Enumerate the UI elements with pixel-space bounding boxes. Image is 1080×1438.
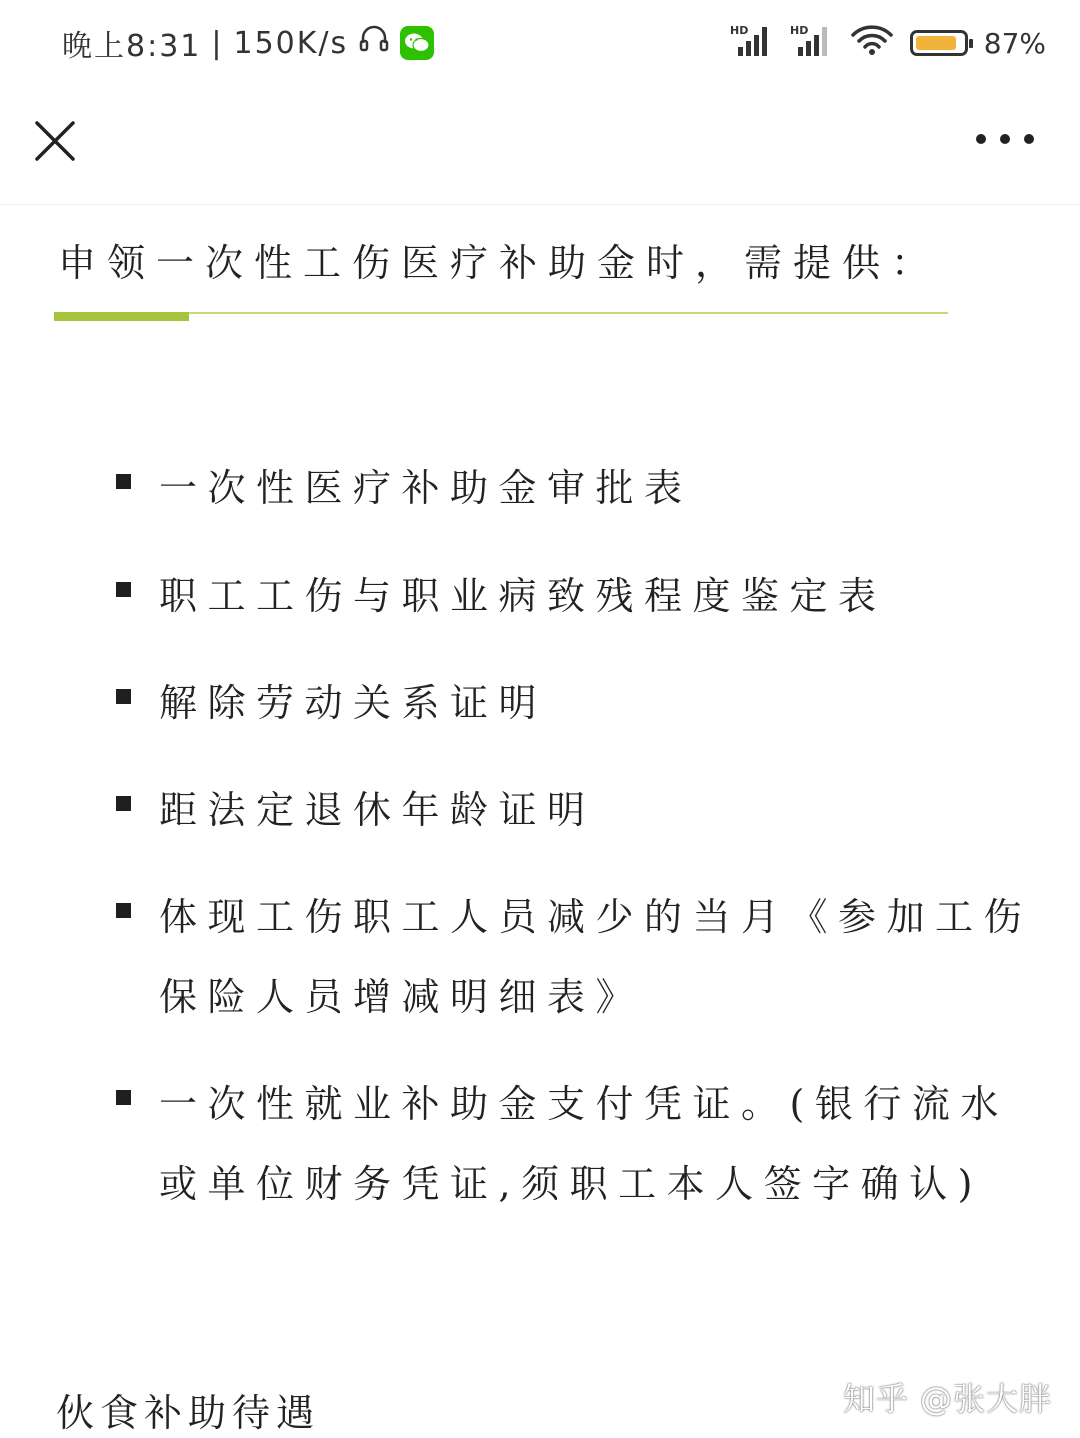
wechat-icon bbox=[400, 26, 434, 60]
battery-icon bbox=[910, 30, 968, 56]
status-bar bbox=[0, 0, 1080, 84]
watermark: 知乎 @张大胖 bbox=[842, 1380, 1052, 1418]
list-item-text: 解除劳动关系证明 bbox=[159, 681, 548, 725]
heading-divider-accent bbox=[54, 312, 189, 321]
list-item bbox=[116, 663, 1046, 743]
bullet-icon bbox=[116, 796, 131, 811]
more-icon-dot bbox=[1000, 134, 1010, 144]
status-left bbox=[62, 22, 434, 64]
top-nav bbox=[0, 84, 1080, 205]
bullet-icon bbox=[116, 582, 131, 597]
bullet-icon bbox=[116, 1090, 131, 1105]
list-item-text: 职工工伤与职业病致残程度鉴定表 bbox=[159, 574, 887, 618]
list-item bbox=[116, 556, 1046, 636]
close-button[interactable] bbox=[30, 116, 80, 166]
list-item bbox=[116, 770, 1046, 850]
list-item-text: 一次性就业补助金支付凭证。(银行流水或单位财务凭证,须职工本人签字确认) bbox=[159, 1082, 1009, 1206]
more-button[interactable] bbox=[976, 122, 1034, 156]
status-separator: | bbox=[211, 25, 224, 61]
battery-fill bbox=[916, 36, 956, 50]
bullet-icon bbox=[116, 903, 131, 918]
list-item-text: 一次性医疗补助金审批表 bbox=[159, 466, 693, 510]
section-title: 伙食补助待遇 bbox=[56, 1391, 321, 1435]
list-item bbox=[116, 877, 1046, 1037]
signal-icon-1 bbox=[730, 23, 774, 64]
svg-text:HD: HD bbox=[789, 23, 809, 37]
list-item-text: 距法定退休年龄证明 bbox=[159, 788, 596, 832]
more-icon-dot bbox=[976, 134, 986, 144]
wifi-icon bbox=[850, 23, 894, 64]
network-speed: 150K/s bbox=[233, 25, 349, 61]
status-time: 晚上8:31 bbox=[62, 29, 202, 64]
svg-text:HD: HD bbox=[729, 23, 749, 37]
bullet-icon bbox=[116, 474, 131, 489]
article-heading: 申领一次性工伤医疗补助金时，需提供： bbox=[58, 241, 941, 285]
more-icon-dot bbox=[1024, 134, 1034, 144]
list-item bbox=[116, 448, 1046, 528]
list-item bbox=[116, 1064, 1046, 1224]
list-item-text: 体现工伤职工人员减少的当月《参加工伤保险人员增减明细表》 bbox=[159, 895, 1033, 1019]
headset-icon bbox=[358, 23, 390, 63]
signal-icon-2 bbox=[790, 23, 834, 64]
close-icon bbox=[30, 116, 80, 166]
status-right bbox=[730, 22, 1046, 64]
bullet-icon bbox=[116, 689, 131, 704]
battery-percent: 87% bbox=[983, 26, 1046, 60]
